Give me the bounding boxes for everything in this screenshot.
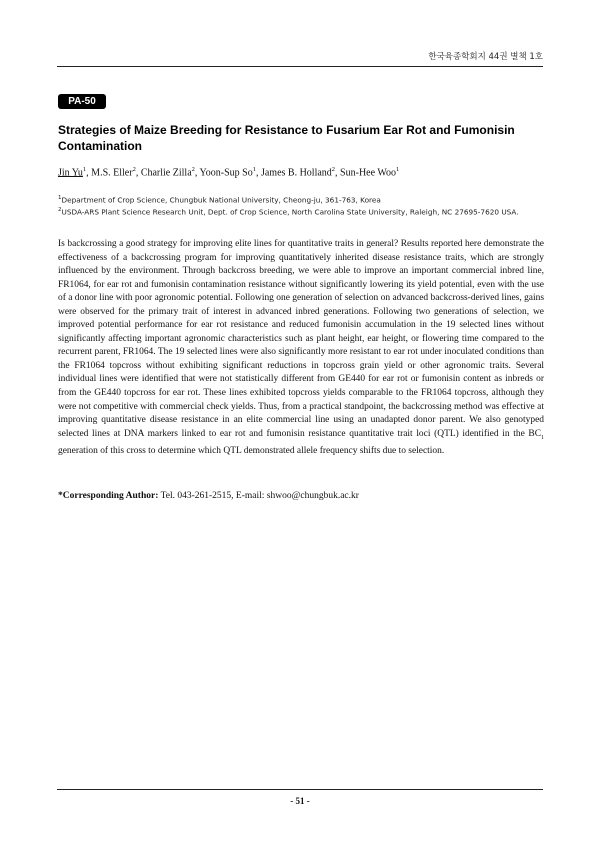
- author-name: M.S. Eller: [91, 167, 133, 179]
- page-number: - 51 -: [290, 796, 310, 806]
- affiliation-text: USDA-ARS Plant Science Research Unit, Dept. of Crop Science, North Carolina State University, Raleigh, NC 27695-7620 USA.: [61, 207, 519, 217]
- journal-header: 한국육종학회지 44권 별책 1호: [428, 52, 543, 62]
- affiliation-mark: 1: [58, 195, 62, 201]
- author-affiliation-mark: 2: [331, 166, 336, 173]
- generation-subscript: 1: [541, 434, 544, 441]
- affiliation-mark: 2: [58, 207, 62, 213]
- author-name: James B. Holland: [260, 167, 332, 179]
- paper-title: Strategies of Maize Breeding for Resistance to Fusarium Ear Rot and Fumonisin Contamination: [58, 123, 515, 153]
- author-affiliation-mark: 1: [252, 166, 256, 173]
- corresponding-label: *Corresponding Author:: [58, 491, 159, 501]
- abstract-body: [58, 238, 544, 459]
- author-affiliation-mark: 2: [132, 166, 136, 173]
- affiliation-text: Department of Crop Science, Chungbuk National University, Cheong-ju, 361-763, Korea: [61, 195, 381, 205]
- author-name: Charlie Zilla: [140, 167, 192, 179]
- author-name: Jin Yu: [58, 167, 83, 179]
- abstract-text-end: generation of this cross to determine which QTL demonstrated allele frequency shifts due to selection.: [58, 446, 445, 457]
- author-name: Yoon-Sup So: [199, 167, 253, 179]
- author-affiliation-mark: 1: [82, 166, 87, 173]
- poster-id-badge: PA-50: [58, 94, 106, 109]
- affiliation-2: [58, 205, 548, 217]
- abstract-text: Is backcrossing a good strategy for improving elite lines for quantitative traits in general? Results reported here demonstrate the effectiveness of a backcrossing program for improving quantitatively inherited disease resistance traits, which are strongly influenced by the environment. Through backcross breeding, we were able to improve an important commercial inbred line, FR1064, for ear rot and fumonisin contamination resistance without significantly lowering its yield potential, even with the use of a donor line with poor agronomic potential. Following one generation of selection on advanced backcross-derived lines, gains were observed for the primary trait of interest in advanced inbred generations. Following two generations of selection, we improved potential performance for ear rot resistance and reduced fumonisin accumulation in the 19 selected lines without significantly affecting important agronomic characteristics such as plant height, ear height, or flowering time compared to the recurrent parent, FR1064. The 19 selected lines were also significantly more resistant to ear rot under inoculated conditions than the FR1064 topcross without exhibiting significant reductions in topcross grain yield or other agronomic traits. Several individual lines were identified that were not statistically different from GE440 for ear rot or fumonisin content as inbreds or from the GE440 topcross for ear rot. These lines exhibited topcross yields comparable to the FR1064 topcross, although they were not competitive with commercial check yields. Thus, from a practical standpoint, the backcrossing method was effective at improving quantitative disease resistance in an elite commercial line using an unadapted donor parent. We also genotyped selected lines at DNA markers linked to ear rot and fumonisin resistance quantitative trait loci (QTL) identified in the BC: [58, 239, 544, 439]
- corresponding-author: [58, 490, 548, 503]
- author-affiliation-mark: 2: [191, 166, 195, 173]
- author-list: Jin Yu$^1$, M.S. Eller$^2$, Charlie Zilla$^2$, Yoon-Sup So$^1$, James B. Holland$^2$, Sun-Hee Woo$^1$: [58, 166, 400, 179]
- affiliation-1: [58, 193, 548, 205]
- author-affiliation-mark: 1: [396, 166, 400, 173]
- header-rule: [57, 66, 543, 67]
- corresponding-contact: Tel. 043-261-2515, E-mail: shwoo@chungbuk.ac.kr: [160, 491, 359, 501]
- footer-rule: [57, 789, 543, 790]
- author-name: Sun-Hee Woo: [340, 167, 396, 179]
